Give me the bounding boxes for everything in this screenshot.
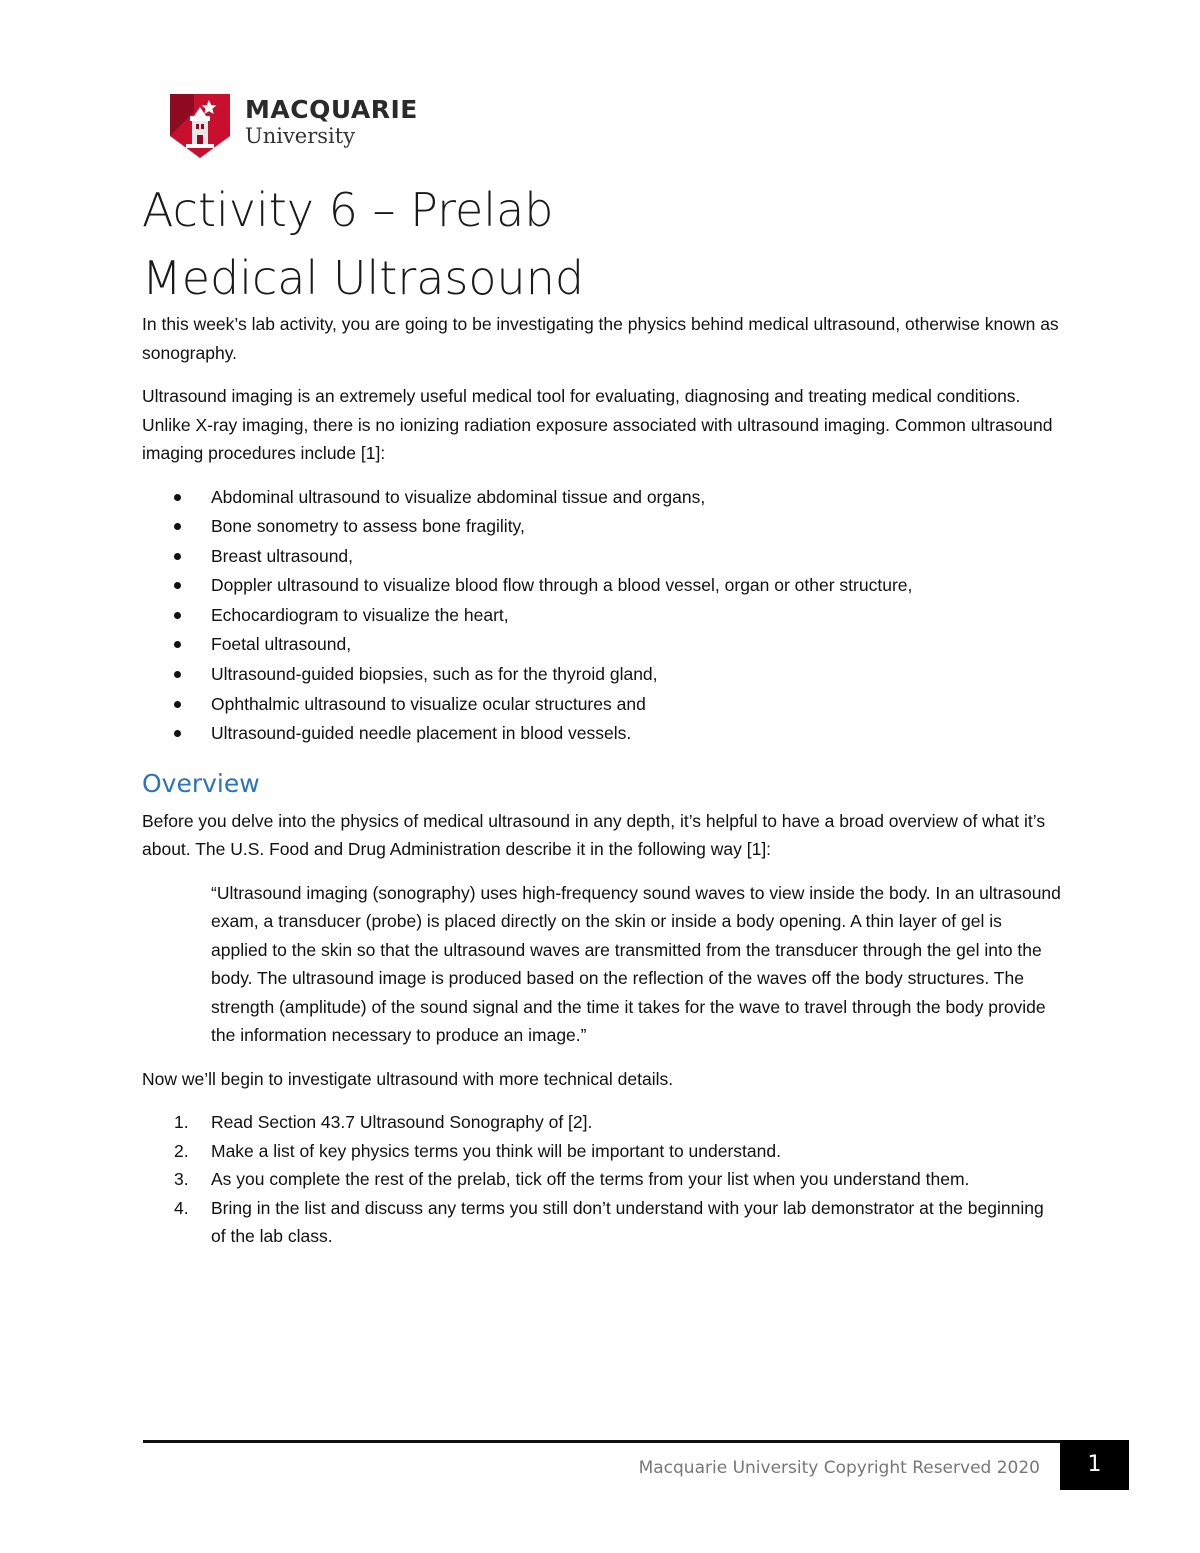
page-number: 1 — [1060, 1440, 1129, 1490]
bullet-icon — [174, 701, 181, 708]
bullet-icon — [174, 523, 181, 530]
fda-quote: “Ultrasound imaging (sonography) uses high-frequency sound waves to view inside the body. In an ultrasound exam, a transducer (probe) is placed directly on the skin or inside a body opening. A thin layer of gel is applied to the skin so that the ultrasound waves are transmitted from the transducer through the gel into the body. The ultrasound image is produced based on the reflection of the waves off the body structures. The strength (amplitude) of the sound signal and the time it takes for the wave to travel through the body provide the information necessary to produce an image.” — [211, 882, 1061, 1046]
list-item: 1. Read Section 43.7 Ultrasound Sonography of [2]. — [174, 1112, 593, 1133]
footer-divider — [143, 1440, 1129, 1443]
university-logo — [168, 92, 418, 162]
logo-subtitle: University — [245, 124, 356, 148]
list-item: Ultrasound-guided needle placement in blood vessels. — [142, 719, 1062, 749]
list-item: 2. Make a list of key physics terms you think will be important to understand. — [174, 1140, 781, 1161]
bullet-icon — [174, 730, 181, 737]
bullet-icon — [174, 582, 181, 589]
list-item: Doppler ultrasound to visualize blood flow through a blood vessel, organ or other structure, — [142, 571, 1062, 601]
overview-heading: Overview — [142, 768, 260, 798]
bullet-icon — [174, 494, 181, 501]
list-item: Breast ultrasound, — [142, 542, 1062, 572]
steps-list — [142, 1108, 1062, 1251]
list-item: Ophthalmic ultrasound to visualize ocular structures and — [142, 690, 1062, 720]
list-item: 4. Bring in the list and discuss any terms you still don’t understand with your lab demonstrator at the beginning of the lab class. — [174, 1197, 1044, 1247]
logo-name: MACQUARIE — [245, 95, 418, 124]
list-item: Echocardiogram to visualize the heart, — [142, 601, 1062, 631]
bullet-icon — [174, 612, 181, 619]
procedures-list — [142, 483, 1062, 749]
list-item: Bone sonometry to assess bone fragility, — [142, 512, 1062, 542]
list-item: Abdominal ultrasound to visualize abdominal tissue and organs, — [142, 483, 1062, 513]
bullet-icon — [174, 671, 181, 678]
overview-paragraph-2: Now we’ll begin to investigate ultrasound with more technical details. — [142, 1068, 674, 1089]
list-item: Foetal ultrasound, — [142, 630, 1062, 660]
document-body — [142, 310, 1062, 1251]
bullet-icon — [174, 553, 181, 560]
shield-lighthouse-icon — [168, 92, 232, 160]
overview-paragraph-1: Before you delve into the physics of medical ultrasound in any depth, it’s helpful to have a broad overview of what it’s about. The U.S. Food and Drug Administration describe it in the following way [1]: — [142, 810, 1046, 860]
logo-text — [245, 96, 418, 148]
list-item: Ultrasound-guided biopsies, such as for the thyroid gland, — [142, 660, 1062, 690]
page-title: Activity 6 – Prelab — [142, 183, 554, 237]
intro-paragraph-1: In this week’s lab activity, you are going to be investigating the physics behind medical ultrasound, otherwise known as sonography. — [142, 314, 1059, 363]
page-subtitle: Medical Ultrasound — [142, 251, 585, 305]
intro-paragraph-2: Ultrasound imaging is an extremely useful medical tool for evaluating, diagnosing and treating medical conditions. Unlike X-ray imaging, there is no ionizing radiation exposure associated with ultrasound imaging. Common ultrasound imaging procedures include [1]: — [142, 386, 1053, 463]
bullet-icon — [174, 641, 181, 648]
list-item: 3. As you complete the rest of the prelab, tick off the terms from your list when you understand them. — [174, 1169, 970, 1190]
footer-copyright: Macquarie University Copyright Reserved 2020 — [638, 1458, 1040, 1478]
